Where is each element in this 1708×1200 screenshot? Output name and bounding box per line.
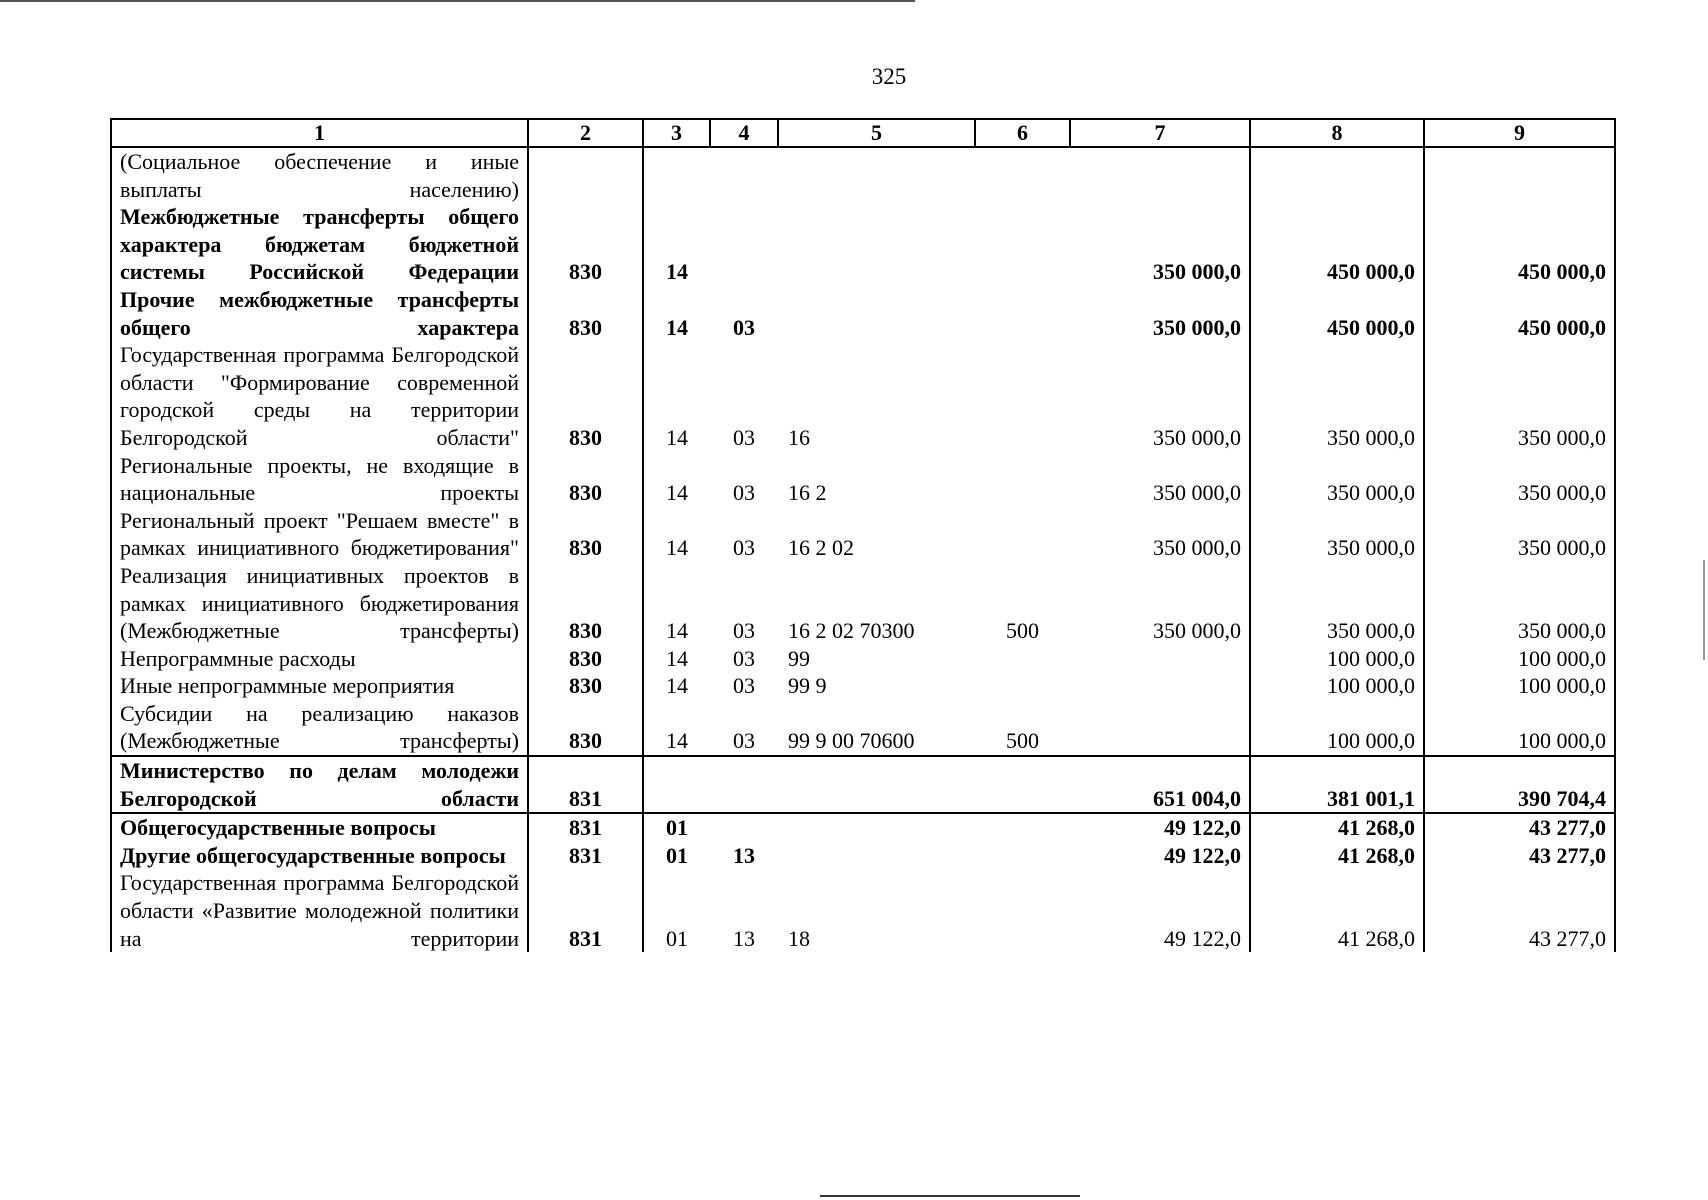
cell-c6 <box>975 645 1070 673</box>
cell-c9: 350 000,0 <box>1424 562 1615 645</box>
cell-c2: 831 <box>528 869 643 952</box>
cell-c5 <box>778 147 975 203</box>
cell-c3: 14 <box>666 728 688 754</box>
cell-c3 <box>643 756 710 813</box>
cell-c2: 831 <box>528 842 643 870</box>
cell-c9: 43 277,0 <box>1424 869 1615 952</box>
cell-c2: 830 <box>528 286 643 341</box>
cell-c8 <box>1250 147 1424 203</box>
cell-c9: 43 277,0 <box>1424 842 1615 870</box>
cell-c9: 43 277,0 <box>1424 813 1615 842</box>
cell-c4: 03 <box>733 728 755 754</box>
cell-c6 <box>975 203 1070 286</box>
cell-name: Государственная программа Белгородской области «Развитие молодежной политики на территории <box>111 869 528 952</box>
cell-c4 <box>710 813 778 842</box>
col-header-3: 3 <box>643 119 710 147</box>
cell-c9: 350 000,0 <box>1424 507 1615 562</box>
cell-c8: 350 000,0 <box>1250 452 1424 507</box>
cell-c6 <box>975 147 1070 203</box>
cell-c2: 830 <box>528 700 643 756</box>
cell-c3: 14 <box>666 645 688 671</box>
cell-name: Иные непрограммные мероприятия <box>111 672 528 700</box>
cell-name: Министерство по делам молодежи Белгородской области <box>111 756 528 813</box>
cell-c3: 14 <box>666 673 688 699</box>
cell-c7 <box>1070 147 1250 203</box>
table-row <box>111 756 1615 813</box>
cell-c9: 100 000,0 <box>1424 672 1615 700</box>
cell-c4 <box>710 203 778 286</box>
cell-c7: 350 000,0 <box>1070 507 1250 562</box>
cell-name: Общегосударственные вопросы <box>111 813 528 842</box>
cell-c6: 500 <box>1006 618 1039 644</box>
cell-c4: 03 <box>733 645 755 671</box>
col-header-1: 1 <box>111 119 528 147</box>
cell-c2: 831 <box>528 813 643 842</box>
cell-c5: 18 <box>788 925 810 951</box>
cell-c5: 99 9 <box>788 673 827 699</box>
cell-name: Государственная программа Белгородской области "Формирование современной городской среды на территории Белгородской области" <box>111 341 528 451</box>
cell-c4: 03 <box>733 618 755 644</box>
cell-c6 <box>975 341 1070 451</box>
cell-c8: 350 000,0 <box>1250 507 1424 562</box>
cell-c2: 830 <box>528 341 643 451</box>
cell-c2: 830 <box>528 507 643 562</box>
cell-c8: 41 268,0 <box>1250 869 1424 952</box>
cell-c8: 41 268,0 <box>1250 842 1424 870</box>
cell-c9 <box>1424 147 1615 203</box>
table-row <box>111 203 1615 286</box>
col-header-5: 5 <box>778 119 975 147</box>
cell-c2: 830 <box>528 562 643 645</box>
cell-name: (Социальное обеспечение и иные выплаты населению) <box>111 147 528 203</box>
cell-c7: 49 122,0 <box>1070 813 1250 842</box>
table-row <box>111 645 1615 673</box>
cell-c7: 350 000,0 <box>1070 452 1250 507</box>
col-header-7: 7 <box>1070 119 1250 147</box>
cell-c8: 100 000,0 <box>1250 700 1424 756</box>
cell-c7: 350 000,0 <box>1070 286 1250 341</box>
cell-c9: 390 704,4 <box>1424 756 1615 813</box>
table-body <box>111 147 1615 952</box>
cell-c2: 830 <box>528 452 643 507</box>
cell-c3 <box>643 147 710 203</box>
col-header-2: 2 <box>528 119 643 147</box>
cell-c6 <box>975 672 1070 700</box>
cell-c5 <box>778 842 975 870</box>
col-header-4: 4 <box>710 119 778 147</box>
cell-name: Другие общегосударственные вопросы <box>111 842 528 870</box>
cell-c5: 99 9 00 70600 <box>788 728 915 754</box>
cell-c3: 14 <box>666 259 688 285</box>
cell-c6 <box>975 842 1070 870</box>
cell-c5: 16 2 02 70300 <box>788 618 915 644</box>
cell-c9: 100 000,0 <box>1424 700 1615 756</box>
cell-c8: 350 000,0 <box>1250 341 1424 451</box>
table-row <box>111 147 1615 203</box>
cell-c5: 16 2 02 <box>788 535 854 561</box>
cell-c7: 350 000,0 <box>1070 341 1250 451</box>
col-header-9: 9 <box>1424 119 1615 147</box>
cell-c8: 450 000,0 <box>1250 203 1424 286</box>
cell-c6 <box>975 756 1070 813</box>
cell-c7: 49 122,0 <box>1070 869 1250 952</box>
table-row <box>111 562 1615 645</box>
scan-artifact-bottom-line <box>820 1195 1080 1197</box>
cell-name: Субсидии на реализацию наказов (Межбюджетные трансферты) <box>111 700 528 756</box>
cell-c4: 13 <box>733 842 755 868</box>
cell-c4 <box>710 147 778 203</box>
cell-c7 <box>1070 672 1250 700</box>
cell-c5: 99 <box>788 645 810 671</box>
cell-name: Региональный проект "Решаем вместе" в рамках инициативного бюджетирования" <box>111 507 528 562</box>
cell-c7: 350 000,0 <box>1070 562 1250 645</box>
table-row <box>111 507 1615 562</box>
table-row <box>111 842 1615 870</box>
cell-c9: 100 000,0 <box>1424 645 1615 673</box>
cell-c3: 01 <box>666 815 688 841</box>
scan-artifact-top-line <box>0 0 915 2</box>
cell-c7: 651 004,0 <box>1070 756 1250 813</box>
cell-name: Прочие межбюджетные трансферты общего характера <box>111 286 528 341</box>
cell-c8: 350 000,0 <box>1250 562 1424 645</box>
cell-c8: 100 000,0 <box>1250 672 1424 700</box>
cell-c4: 03 <box>733 535 755 561</box>
cell-c3: 14 <box>666 618 688 644</box>
cell-c6 <box>975 813 1070 842</box>
cell-c9: 350 000,0 <box>1424 452 1615 507</box>
cell-c3: 14 <box>666 314 688 340</box>
col-header-6: 6 <box>975 119 1070 147</box>
cell-c2: 830 <box>528 672 643 700</box>
cell-c5 <box>778 813 975 842</box>
cell-c2: 830 <box>528 203 643 286</box>
table-row <box>111 341 1615 451</box>
cell-c4: 03 <box>733 480 755 506</box>
table-row <box>111 700 1615 756</box>
cell-c4: 03 <box>733 424 755 450</box>
cell-c2: 831 <box>528 756 643 813</box>
cell-c4: 03 <box>733 673 755 699</box>
cell-name: Региональные проекты, не входящие в национальные проекты <box>111 452 528 507</box>
cell-c7 <box>1070 700 1250 756</box>
cell-c5 <box>778 203 975 286</box>
cell-c8: 381 001,1 <box>1250 756 1424 813</box>
table-row <box>111 813 1615 842</box>
cell-c5: 16 2 <box>788 480 827 506</box>
cell-c3: 01 <box>666 842 688 868</box>
table-row <box>111 869 1615 952</box>
cell-c5 <box>778 286 975 341</box>
cell-c6 <box>975 452 1070 507</box>
cell-c2: 830 <box>528 645 643 673</box>
scan-artifact-right-line <box>1703 560 1705 660</box>
cell-c6 <box>975 869 1070 952</box>
cell-c7: 49 122,0 <box>1070 842 1250 870</box>
cell-c2 <box>528 147 643 203</box>
cell-c9: 350 000,0 <box>1424 341 1615 451</box>
cell-c4: 13 <box>733 925 755 951</box>
table-row <box>111 286 1615 341</box>
cell-c8: 450 000,0 <box>1250 286 1424 341</box>
cell-c4 <box>710 756 778 813</box>
cell-c6: 500 <box>1006 728 1039 754</box>
budget-table <box>110 118 1616 952</box>
cell-name: Непрограммные расходы <box>111 645 528 673</box>
cell-c3: 14 <box>666 480 688 506</box>
cell-c9: 450 000,0 <box>1424 203 1615 286</box>
page-number: 325 <box>871 64 907 89</box>
table-row <box>111 452 1615 507</box>
cell-c3: 14 <box>666 535 688 561</box>
col-header-8: 8 <box>1250 119 1424 147</box>
cell-name: Реализация инициативных проектов в рамках инициативного бюджетирования (Межбюджетные трансферты) <box>111 562 528 645</box>
table-row <box>111 672 1615 700</box>
cell-c8: 41 268,0 <box>1250 813 1424 842</box>
cell-c5: 16 <box>788 424 810 450</box>
cell-c6 <box>975 286 1070 341</box>
cell-c7 <box>1070 645 1250 673</box>
cell-c3: 14 <box>666 424 688 450</box>
header-row <box>111 119 1615 147</box>
cell-c6 <box>975 507 1070 562</box>
cell-c7: 350 000,0 <box>1070 203 1250 286</box>
cell-c8: 100 000,0 <box>1250 645 1424 673</box>
cell-name: Межбюджетные трансферты общего характера бюджетам бюджетной системы Российской Федерации <box>111 203 528 286</box>
cell-c5 <box>778 756 975 813</box>
cell-c9: 450 000,0 <box>1424 286 1615 341</box>
cell-c3: 01 <box>666 925 688 951</box>
cell-c4: 03 <box>733 314 755 340</box>
